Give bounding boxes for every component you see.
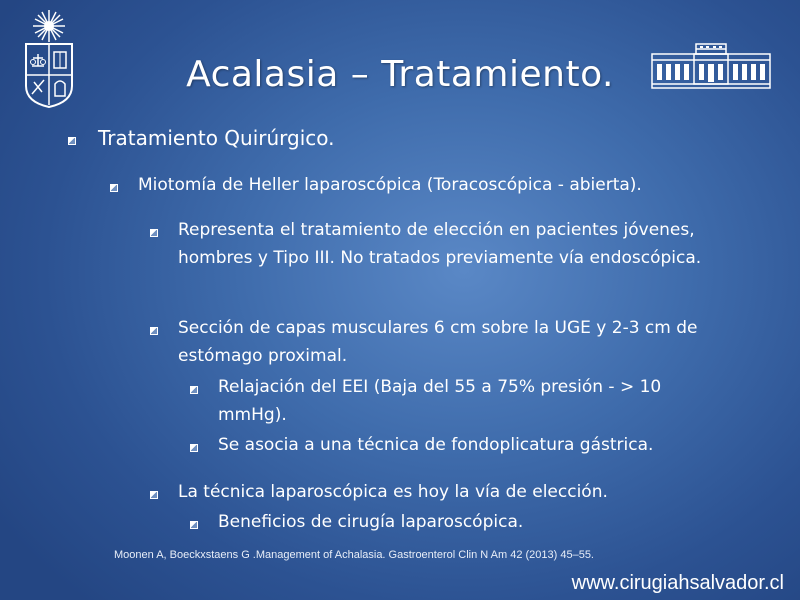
bullet-item xyxy=(110,172,770,198)
bullet-item xyxy=(190,508,750,536)
square-bullet-icon xyxy=(190,386,198,394)
bullet-text: Tratamiento Quirúrgico. xyxy=(98,126,335,150)
bullet-text: Sección de capas musculares 6 cm sobre la UGE y 2-3 cm de estómago proximal. xyxy=(178,318,698,366)
bullet-item xyxy=(190,431,750,459)
square-bullet-icon xyxy=(190,521,198,529)
bullet-item xyxy=(190,373,750,429)
square-bullet-icon xyxy=(150,491,158,499)
bullet-text: Representa el tratamiento de elección en pacientes jóvenes, hombres y Tipo III. No tratados previamente vía endoscópica. xyxy=(178,220,702,268)
bullet-item xyxy=(68,124,768,152)
square-bullet-icon xyxy=(150,229,158,237)
bullet-text: Relajación del EEI (Baja del 55 a 75% presión - > 10 mmHg). xyxy=(218,377,662,425)
bullet-text: Miotomía de Heller laparoscópica (Toracoscópica - abierta). xyxy=(138,175,642,195)
bullet-item xyxy=(150,478,750,506)
square-bullet-icon xyxy=(110,184,118,192)
citation: Moonen A, Boeckxstaens G .Management of Achalasia. Gastroenterol Clin N Am 42 (2013) 45–55. xyxy=(114,549,594,561)
bullet-item xyxy=(150,314,750,370)
square-bullet-icon xyxy=(190,444,198,452)
bullet-text: La técnica laparoscópica es hoy la vía de elección. xyxy=(178,482,608,502)
bullet-item xyxy=(150,216,750,272)
bullet-text: Se asocia a una técnica de fondoplicatura gástrica. xyxy=(218,435,654,455)
website-url: www.cirugiahsalvador.cl xyxy=(571,572,784,594)
slide-title: Acalasia – Tratamiento. xyxy=(186,54,614,95)
bullet-text: Beneficios de cirugía laparoscópica. xyxy=(218,512,524,532)
square-bullet-icon xyxy=(68,137,76,145)
square-bullet-icon xyxy=(150,327,158,335)
